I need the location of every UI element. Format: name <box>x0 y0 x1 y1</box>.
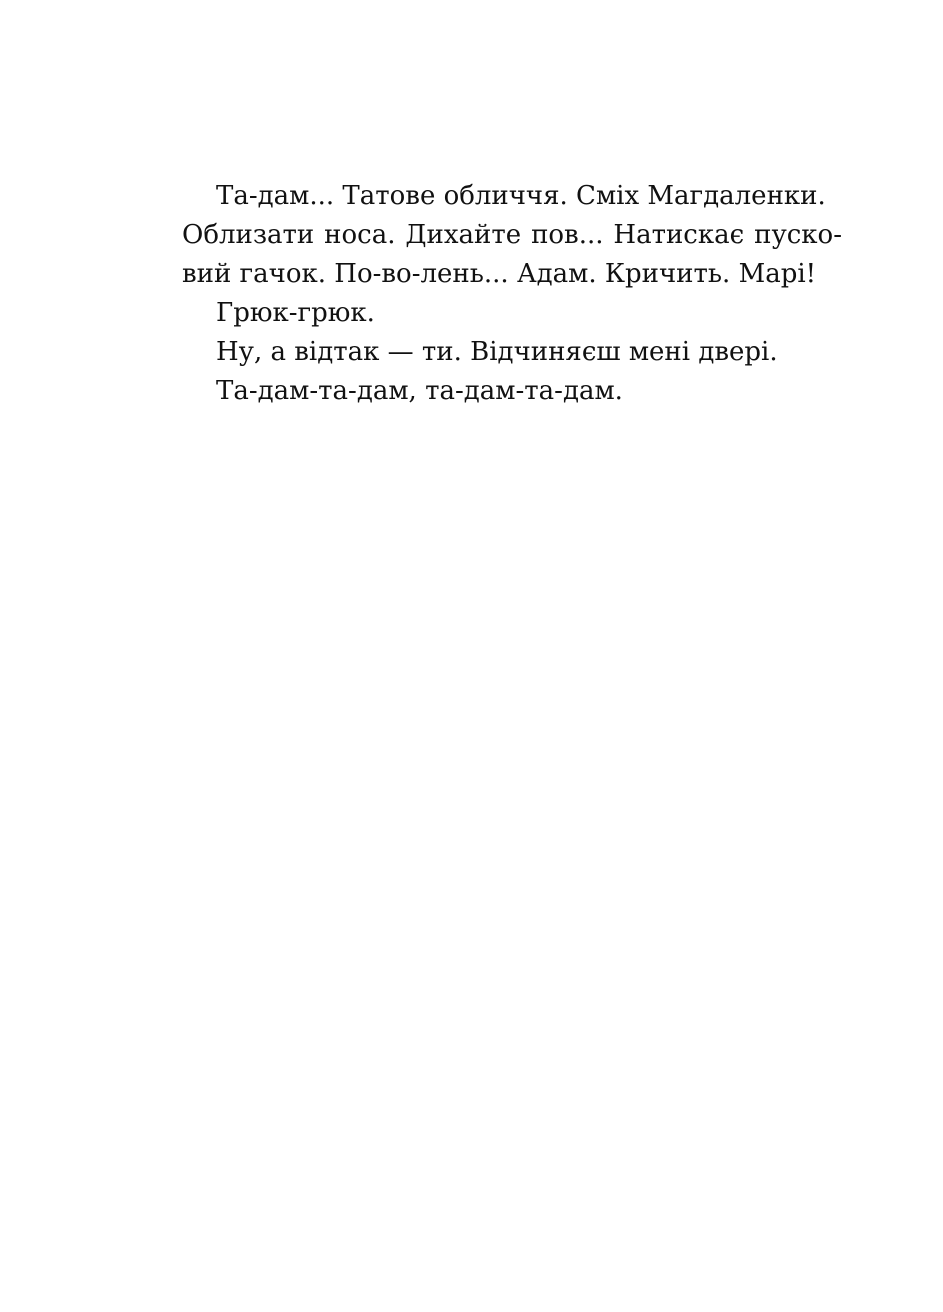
paragraph-line: Та-дам... Татове обличчя. Сміх Магдаленки. <box>216 181 826 211</box>
paragraph-line: вий гачок. По-во-лень... Адам. Кричить. Марі! <box>182 259 817 289</box>
paragraph-line: Облизати носа. Дихайте пов... Натискає пуско- <box>182 220 842 250</box>
paragraph: Та-дам-та-дам, та-дам-та-дам. <box>216 376 623 406</box>
body-text <box>182 177 842 411</box>
paragraph: Ну, а відтак — ти. Відчиняєш мені двері. <box>216 337 778 367</box>
paragraph <box>182 177 842 294</box>
paragraph: Грюк-грюк. <box>216 298 375 328</box>
